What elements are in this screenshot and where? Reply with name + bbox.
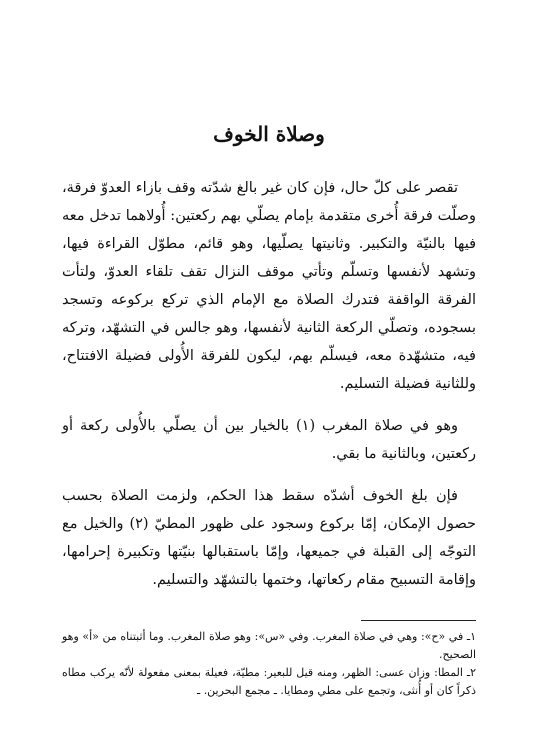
section-title: وصلاة الخوف bbox=[213, 122, 325, 146]
paragraph: تقصر على كلّ حال، فإن كان غير بالغ شدّته وقف بازاء العدوّ فرقة، وصلّت فرقة أُخرى متقدمة بإمام يصلّي بهم ركعتين: أُولاهما تدخل معه فيها بالنيّة والتكبير. وثانيتها يصلّيها، وهو قائم، مطوّل القراءة فيها، وتشهد لأنفسها وتسلّم وتأتي موقف النزال تقف تلقاء العدوّ، ولتأت الفرقة الواقفة فتدرك الصلاة مع الإمام الذي تركع بركوعه وتسجد بسجوده، وتصلّي الركعة الثانية لأنفسها، وهو جالس في التشهّد، وتركه فيه، متشهّدة معه، فيسلّم بهم، ليكون للفرقة الأُولى فضيلة الافتتاح، وللثانية فضيلة التسليم. bbox=[62, 180, 476, 392]
paragraph: وهو في صلاة المغرب (١) بالخيار بين أن يصلّي بالأُولى ركعة أو ركعتين، وبالثانية ما بقي. bbox=[62, 418, 476, 462]
footnote: ٢ـ المطا: وزان عسى: الظهر، ومنه قيل للبعير: مطيّة، فعيلة بمعنى مفعولة لأنّه يركب مطاه ذكراً كان أو أُنثى، وتجمع على مطي ومطايا. ـ مجمع البحرين. ـ bbox=[62, 666, 476, 697]
body-text bbox=[62, 174, 476, 606]
footnote-divider bbox=[361, 620, 476, 621]
paragraph: فإن بلغ الخوف أشدّه سقط هذا الحكم، ولزمت الصلاة بحسب حصول الإمكان، إمّا بركوع وسجود على ظهور المطيّ (٢) والخيل مع التوجّه إلى القبلة في جميعها، وإمّا باستقبالها بنيّتها وتكبيرة إحرامها، وإقامة التسبيح مقام ركعاتها، وختمها بالتشهّد والتسليم. bbox=[62, 488, 477, 588]
footnotes bbox=[62, 628, 476, 700]
footnote: ١ـ في «ح»: وهي في صلاة المغرب. وفي «س»: وهو صلاة المغرب. وما أثبتناه من «أ» وهو الصحيح. bbox=[62, 630, 476, 661]
